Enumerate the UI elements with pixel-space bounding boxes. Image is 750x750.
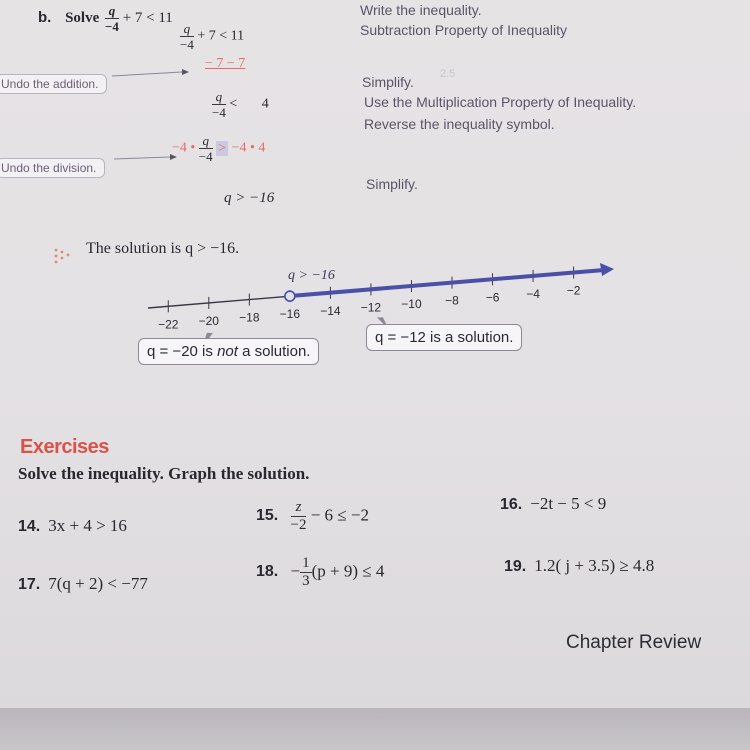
tick-label: −10 <box>401 297 422 312</box>
tick-label: −6 <box>485 290 500 305</box>
exercise-16: 16. −2t − 5 < 9 <box>500 494 607 513</box>
tick-label: −12 <box>360 300 382 315</box>
tick-label: −2 <box>566 283 581 298</box>
faint-mark: 2.5 <box>440 68 456 80</box>
callout-not-solution: q = −20 is not a solution. <box>138 338 319 365</box>
number-line-label: q > −16 <box>288 268 335 283</box>
reversed-symbol: > <box>218 140 227 156</box>
tick-label: −4 <box>526 286 540 301</box>
tick-label: −8 <box>445 293 459 308</box>
step-1-explanation: Write the inequality. <box>360 2 482 18</box>
solution-statement: The solution is q > −16. <box>86 240 240 257</box>
open-circle <box>285 291 295 301</box>
step-4-work: −4 • $\frac{q}{-4}$ > −4 • 4 <box>172 133 266 164</box>
arrow-icon <box>114 152 180 164</box>
step-5-work: q > −16 <box>224 190 275 206</box>
solution-arrow-icon <box>600 263 614 276</box>
tick-label: −16 <box>279 307 301 322</box>
step-2-work: − 7 − 7 <box>205 56 246 71</box>
step-5-explanation: Simplify. <box>366 176 418 192</box>
solution-ray <box>295 270 604 296</box>
desk-shadow <box>0 708 750 750</box>
tick-label: −18 <box>239 310 260 325</box>
solve-header <box>38 4 173 33</box>
solve-word: Solve <box>65 9 100 26</box>
step-4-explanation-1: Use the Multiplication Property of Inequality. <box>364 94 637 110</box>
exercise-14: 14. 3x + 4 > 16 <box>18 516 127 535</box>
step-2-explanation: Subtraction Property of Inequality <box>360 22 568 38</box>
step-4-explanation-2: Reverse the inequality symbol. <box>364 116 555 132</box>
undo-addition-note: Undo the addition. <box>0 74 107 94</box>
step-3-explanation: Simplify. <box>362 74 414 90</box>
exercise-15: 15. $\frac{z}{-2}$ − 6 ≤ −2 <box>256 499 369 533</box>
tick-label: −22 <box>158 317 179 332</box>
exercise-19: 19. 1.2( j + 3.5) ≥ 4.8 <box>504 556 655 575</box>
exercises-instruction: Solve the inequality. Graph the solution. <box>18 464 310 483</box>
step-3-work: $\frac{q}{-4}$ < 4 <box>212 89 269 120</box>
callout-is-solution: q = −12 is a solution. <box>366 324 522 351</box>
solve-fraction: $\frac{q}{-4}$ <box>105 3 119 34</box>
solve-tail: + 7 < 11 <box>122 9 173 26</box>
undo-division-note: Undo the division. <box>0 158 105 178</box>
exercises-title: Exercises <box>20 436 109 458</box>
tick-label: −14 <box>320 303 341 318</box>
tick-label: −20 <box>198 313 219 328</box>
arrow-icon <box>112 66 192 80</box>
part-label: b. <box>38 8 52 26</box>
chapter-review-label: Chapter Review <box>566 632 702 653</box>
exercise-18: 18. − $\frac{1}{3}$ (p + 9) ≤ 4 <box>256 555 385 589</box>
exercise-17: 17. 7(q + 2) < −77 <box>18 574 148 593</box>
step-1-work: $\frac{q}{-4}$ + 7 < 11 <box>180 21 245 52</box>
number-line <box>0 260 750 370</box>
